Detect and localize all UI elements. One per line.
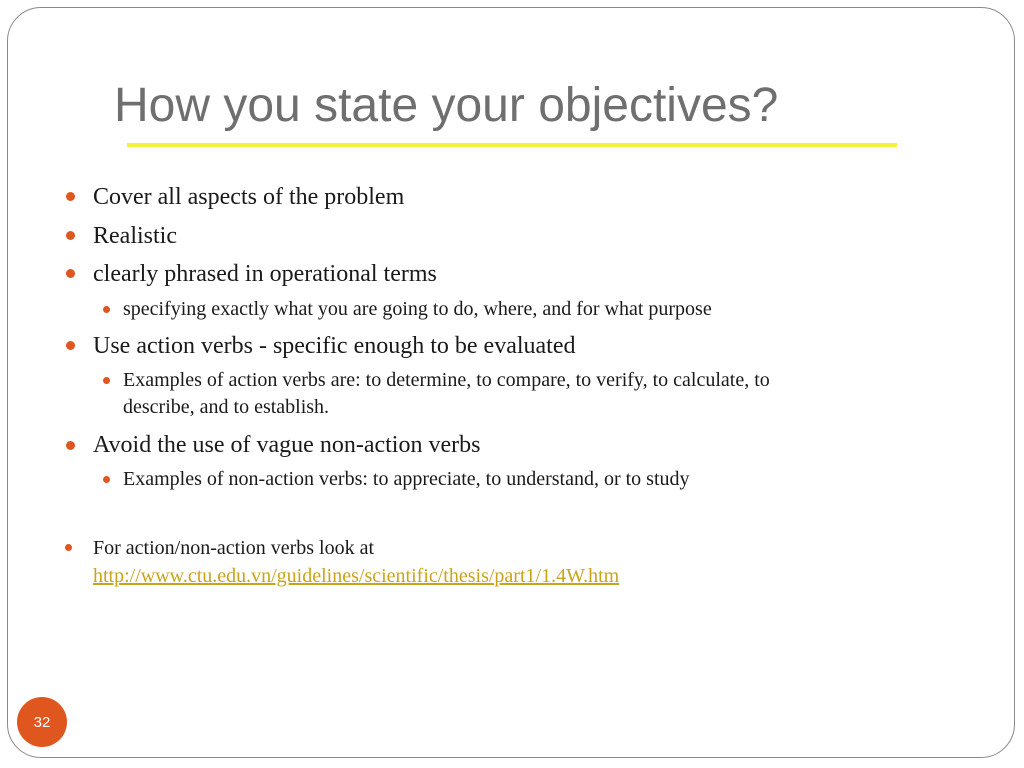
page-number-badge: 32 <box>17 697 67 747</box>
sub-bullet-dot <box>103 476 110 483</box>
sub-bullet-action-examples: Examples of action verbs are: to determine, to compare, to verify, to calculate, to <box>123 369 770 391</box>
bullet-verbs-reference: For action/non-action verbs look at <box>93 537 375 559</box>
sub-bullet-action-examples-continued: describe, and to establish. <box>123 396 330 418</box>
bullet-avoid-vague: Avoid the use of vague non-action verbs <box>93 432 481 458</box>
bullet-dot <box>66 269 75 278</box>
bullet-dot <box>65 544 72 551</box>
sub-bullet-dot <box>103 306 110 313</box>
sub-bullet-dot <box>103 377 110 384</box>
slide-title: How you state your objectives? <box>114 79 779 132</box>
bullet-clearly-phrased: clearly phrased in operational terms <box>93 261 437 287</box>
sub-bullet-specifying: specifying exactly what you are going to do, where, and for what purpose <box>123 298 712 320</box>
bullet-dot <box>66 231 75 240</box>
reference-link[interactable]: http://www.ctu.edu.vn/guidelines/scientific/thesis/part1/1.4W.htm <box>93 565 620 587</box>
bullet-dot <box>66 192 75 201</box>
bullet-dot <box>66 341 75 350</box>
bullet-realistic: Realistic <box>93 223 177 249</box>
bullet-action-verbs: Use action verbs - specific enough to be evaluated <box>93 333 576 359</box>
bullet-dot <box>66 441 75 450</box>
sub-bullet-non-action-examples: Examples of non-action verbs: to appreciate, to understand, or to study <box>123 468 690 490</box>
bullet-cover-aspects: Cover all aspects of the problem <box>93 184 405 210</box>
